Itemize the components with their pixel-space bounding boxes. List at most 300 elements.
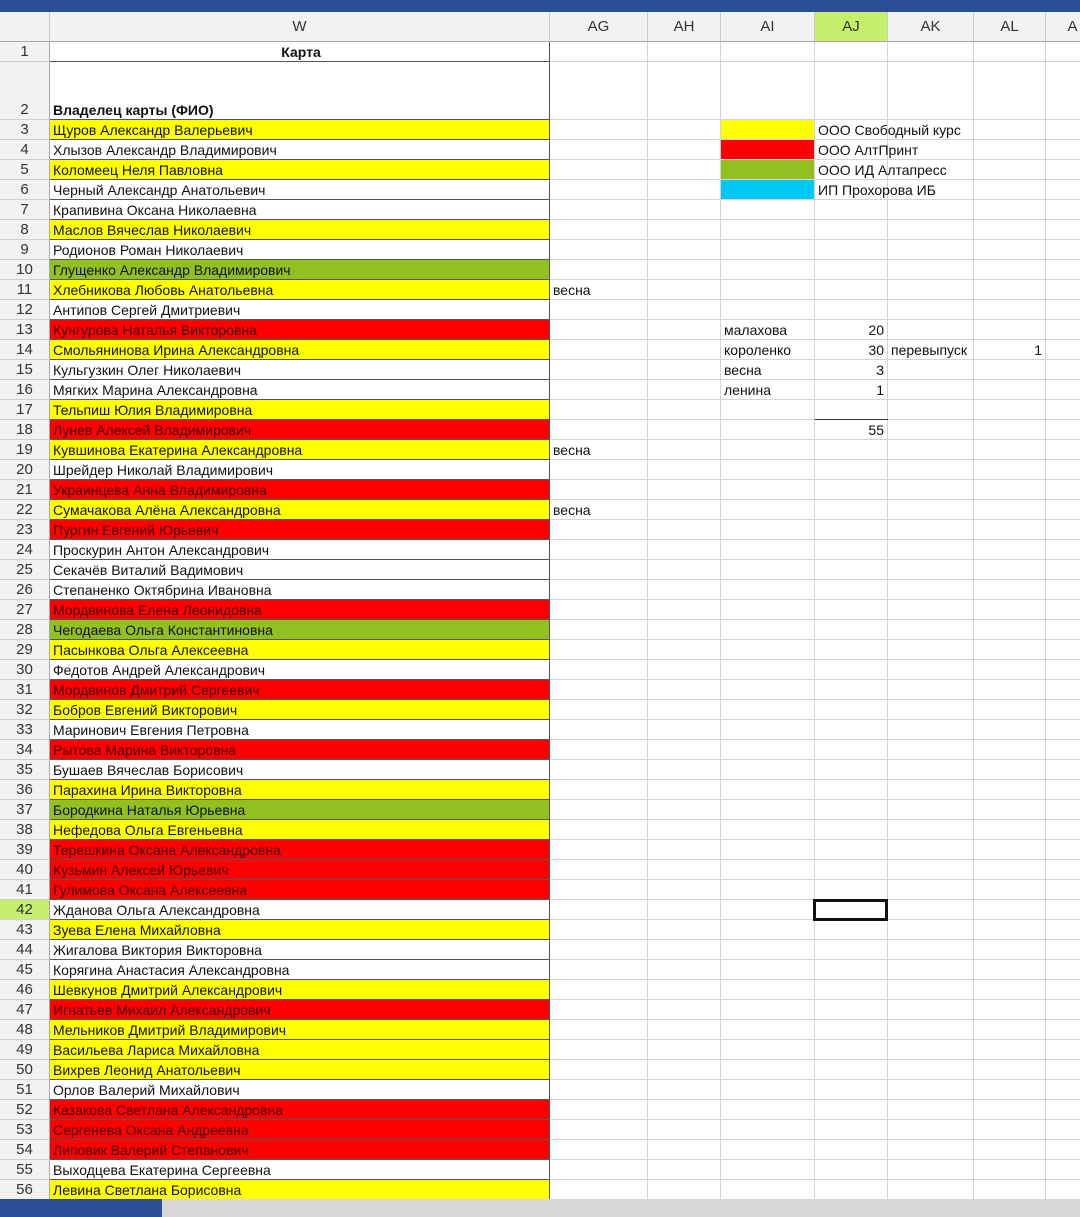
owner-name-cell[interactable]: Кульгузкин Олег Николаевич — [50, 360, 550, 380]
season-note-cell[interactable]: весна — [550, 280, 648, 300]
cell-ai-20[interactable] — [721, 460, 815, 480]
cell-ah-34[interactable] — [648, 740, 721, 760]
cell-ag-27[interactable] — [550, 600, 648, 620]
owner-name-cell[interactable]: Маслов Вячеслав Николаевич — [50, 220, 550, 240]
cell-ak-51[interactable] — [888, 1080, 974, 1100]
cell-ah-17[interactable] — [648, 400, 721, 420]
cell-am-45[interactable] — [1046, 960, 1080, 980]
cell-am-9[interactable] — [1046, 240, 1080, 260]
cell-ah-38[interactable] — [648, 820, 721, 840]
cell-aj-53[interactable] — [815, 1120, 888, 1140]
cell-ah-47[interactable] — [648, 1000, 721, 1020]
cell-ai-12[interactable] — [721, 300, 815, 320]
cell-ag-24[interactable] — [550, 540, 648, 560]
cell-ak-19[interactable] — [888, 440, 974, 460]
cell-am-50[interactable] — [1046, 1060, 1080, 1080]
cell-al-5[interactable] — [974, 160, 1046, 180]
cell-ag-32[interactable] — [550, 700, 648, 720]
count-value-cell[interactable]: 1 — [815, 380, 888, 400]
cell-al-38[interactable] — [974, 820, 1046, 840]
cell-ak-26[interactable] — [888, 580, 974, 600]
cell-ak-30[interactable] — [888, 660, 974, 680]
cell-ah-6[interactable] — [648, 180, 721, 200]
cell-ak-28[interactable] — [888, 620, 974, 640]
owner-name-cell[interactable]: Липовик Валерий Степанович — [50, 1140, 550, 1160]
cell-ah-25[interactable] — [648, 560, 721, 580]
cell-ag-37[interactable] — [550, 800, 648, 820]
owner-name-cell[interactable]: Мягких Марина Александровна — [50, 380, 550, 400]
row-header-10[interactable]: 10 — [0, 260, 50, 280]
cell-ah-11[interactable] — [648, 280, 721, 300]
cell-ak-35[interactable] — [888, 760, 974, 780]
cell-ag-49[interactable] — [550, 1040, 648, 1060]
cell-aj-50[interactable] — [815, 1060, 888, 1080]
cell-ah-14[interactable] — [648, 340, 721, 360]
cell-ag-23[interactable] — [550, 520, 648, 540]
cell-ag-25[interactable] — [550, 560, 648, 580]
cell-ag-35[interactable] — [550, 760, 648, 780]
row-header-38[interactable]: 38 — [0, 820, 50, 840]
cell-ai-1[interactable] — [721, 42, 815, 62]
cell-ai-19[interactable] — [721, 440, 815, 460]
owner-name-cell[interactable]: Смольянинова Ирина Александровна — [50, 340, 550, 360]
row-header-4[interactable]: 4 — [0, 140, 50, 160]
cell-aj-42[interactable] — [815, 900, 888, 920]
cell-ai-39[interactable] — [721, 840, 815, 860]
cell-ah-48[interactable] — [648, 1020, 721, 1040]
cell-ai-51[interactable] — [721, 1080, 815, 1100]
owner-name-cell[interactable]: Мордвинова Елена Леонидовна — [50, 600, 550, 620]
owner-name-cell[interactable]: Мордвинов Дмитрий Сергеевич — [50, 680, 550, 700]
cell-ag-5[interactable] — [550, 160, 648, 180]
count-value-cell[interactable]: 30 — [815, 340, 888, 360]
cell-am-6[interactable] — [1046, 180, 1080, 200]
count-label-cell[interactable]: короленко — [721, 340, 815, 360]
cell-ah-36[interactable] — [648, 780, 721, 800]
row-header-6[interactable]: 6 — [0, 180, 50, 200]
cell-ai-23[interactable] — [721, 520, 815, 540]
legend-label[interactable]: ООО Свободный курс — [815, 120, 974, 140]
row-header-47[interactable]: 47 — [0, 1000, 50, 1020]
row-header-44[interactable]: 44 — [0, 940, 50, 960]
cell-am-35[interactable] — [1046, 760, 1080, 780]
owner-name-cell[interactable]: Щуров Александр Валерьевич — [50, 120, 550, 140]
cell-am-53[interactable] — [1046, 1120, 1080, 1140]
cell-aj-1[interactable] — [815, 42, 888, 62]
column-header-am[interactable]: A — [1046, 12, 1080, 42]
owner-name-cell[interactable]: Хлебникова Любовь Анатольевна — [50, 280, 550, 300]
cell-am-20[interactable] — [1046, 460, 1080, 480]
cell-am-37[interactable] — [1046, 800, 1080, 820]
row-header-29[interactable]: 29 — [0, 640, 50, 660]
cell-am-54[interactable] — [1046, 1140, 1080, 1160]
cell-ah-55[interactable] — [648, 1160, 721, 1180]
cell-ai-10[interactable] — [721, 260, 815, 280]
cell-am-25[interactable] — [1046, 560, 1080, 580]
cell-al-30[interactable] — [974, 660, 1046, 680]
cell-ag-17[interactable] — [550, 400, 648, 420]
cell-ag-18[interactable] — [550, 420, 648, 440]
cell-aj-51[interactable] — [815, 1080, 888, 1100]
cell-ak-7[interactable] — [888, 200, 974, 220]
cell-ai-43[interactable] — [721, 920, 815, 940]
cell-am-3[interactable] — [1046, 120, 1080, 140]
cell-al-10[interactable] — [974, 260, 1046, 280]
cell-ag-12[interactable] — [550, 300, 648, 320]
row-header-32[interactable]: 32 — [0, 700, 50, 720]
cell-am-10[interactable] — [1046, 260, 1080, 280]
row-header-7[interactable]: 7 — [0, 200, 50, 220]
cell-am-7[interactable] — [1046, 200, 1080, 220]
cell-aj-48[interactable] — [815, 1020, 888, 1040]
row-header-40[interactable]: 40 — [0, 860, 50, 880]
owner-name-cell[interactable]: Федотов Андрей Александрович — [50, 660, 550, 680]
owner-name-cell[interactable]: Нефедова Ольга Евгеньевна — [50, 820, 550, 840]
row-header-3[interactable]: 3 — [0, 120, 50, 140]
owner-name-cell[interactable]: Родионов Роман Николаевич — [50, 240, 550, 260]
cell-ag-30[interactable] — [550, 660, 648, 680]
row-header-50[interactable]: 50 — [0, 1060, 50, 1080]
column-header-ag[interactable]: AG — [550, 12, 648, 42]
cell-ai-9[interactable] — [721, 240, 815, 260]
cell-ai-49[interactable] — [721, 1040, 815, 1060]
cell-ak-25[interactable] — [888, 560, 974, 580]
cell-aj-11[interactable] — [815, 280, 888, 300]
cell-aj-17[interactable] — [815, 400, 888, 420]
count-label-cell[interactable]: малахова — [721, 320, 815, 340]
cell-ak-46[interactable] — [888, 980, 974, 1000]
cell-am-33[interactable] — [1046, 720, 1080, 740]
cell-ag-9[interactable] — [550, 240, 648, 260]
owner-name-cell[interactable]: Антипов Сергей Дмитриевич — [50, 300, 550, 320]
legend-label[interactable]: ИП Прохорова ИБ — [815, 180, 974, 200]
cell-ak-17[interactable] — [888, 400, 974, 420]
cell-al-2[interactable] — [974, 62, 1046, 120]
cell-ai-18[interactable] — [721, 420, 815, 440]
cell-ag-2[interactable] — [550, 62, 648, 120]
owner-name-cell[interactable]: Жданова Ольга Александровна — [50, 900, 550, 920]
cell-am-52[interactable] — [1046, 1100, 1080, 1120]
cell-am-49[interactable] — [1046, 1040, 1080, 1060]
cell-am-27[interactable] — [1046, 600, 1080, 620]
cell-al-51[interactable] — [974, 1080, 1046, 1100]
cell-ah-54[interactable] — [648, 1140, 721, 1160]
owner-name-cell[interactable]: Игнатьев Михаил Александрович — [50, 1000, 550, 1020]
cell-ah-40[interactable] — [648, 860, 721, 880]
row-header-42[interactable]: 42 — [0, 900, 50, 920]
row-header-56[interactable]: 56 — [0, 1180, 50, 1200]
scrollbar-thumb[interactable] — [0, 1199, 162, 1217]
row-header-31[interactable]: 31 — [0, 680, 50, 700]
cell-aj-24[interactable] — [815, 540, 888, 560]
cell-am-55[interactable] — [1046, 1160, 1080, 1180]
cell-aj-23[interactable] — [815, 520, 888, 540]
row-header-14[interactable]: 14 — [0, 340, 50, 360]
cell-am-44[interactable] — [1046, 940, 1080, 960]
cell-al-44[interactable] — [974, 940, 1046, 960]
cell-ag-44[interactable] — [550, 940, 648, 960]
owner-name-cell[interactable]: Степаненко Октябрина Ивановна — [50, 580, 550, 600]
cell-ah-5[interactable] — [648, 160, 721, 180]
cell-ak-48[interactable] — [888, 1020, 974, 1040]
cell-ai-36[interactable] — [721, 780, 815, 800]
cell-aj-36[interactable] — [815, 780, 888, 800]
cell-ah-29[interactable] — [648, 640, 721, 660]
cell-ai-53[interactable] — [721, 1120, 815, 1140]
cell-ah-32[interactable] — [648, 700, 721, 720]
cell-ak-38[interactable] — [888, 820, 974, 840]
cell-ag-51[interactable] — [550, 1080, 648, 1100]
cell-al-53[interactable] — [974, 1120, 1046, 1140]
cell-am-14[interactable] — [1046, 340, 1080, 360]
cell-al-46[interactable] — [974, 980, 1046, 1000]
cell-am-40[interactable] — [1046, 860, 1080, 880]
cell-ak-50[interactable] — [888, 1060, 974, 1080]
cell-am-19[interactable] — [1046, 440, 1080, 460]
cell-al-8[interactable] — [974, 220, 1046, 240]
cell-am-32[interactable] — [1046, 700, 1080, 720]
cell-ak-34[interactable] — [888, 740, 974, 760]
cell-ah-7[interactable] — [648, 200, 721, 220]
cell-ag-50[interactable] — [550, 1060, 648, 1080]
cell-am-43[interactable] — [1046, 920, 1080, 940]
cell-ai-17[interactable] — [721, 400, 815, 420]
cell-ag-40[interactable] — [550, 860, 648, 880]
cell-ai-45[interactable] — [721, 960, 815, 980]
cell-al-50[interactable] — [974, 1060, 1046, 1080]
cell-al-54[interactable] — [974, 1140, 1046, 1160]
cell-al-41[interactable] — [974, 880, 1046, 900]
owner-header-cell[interactable]: Владелец карты (ФИО) — [50, 62, 550, 120]
cell-aj-44[interactable] — [815, 940, 888, 960]
row-header-51[interactable]: 51 — [0, 1080, 50, 1100]
cell-am-16[interactable] — [1046, 380, 1080, 400]
cell-al-34[interactable] — [974, 740, 1046, 760]
row-header-26[interactable]: 26 — [0, 580, 50, 600]
cell-ak-39[interactable] — [888, 840, 974, 860]
owner-name-cell[interactable]: Тельпиш Юлия Владимировна — [50, 400, 550, 420]
cell-am-41[interactable] — [1046, 880, 1080, 900]
cell-ag-16[interactable] — [550, 380, 648, 400]
row-header-52[interactable]: 52 — [0, 1100, 50, 1120]
owner-name-cell[interactable]: Корягина Анастасия Александровна — [50, 960, 550, 980]
row-header-43[interactable]: 43 — [0, 920, 50, 940]
cell-aj-56[interactable] — [815, 1180, 888, 1200]
cell-aj-37[interactable] — [815, 800, 888, 820]
cell-aj-38[interactable] — [815, 820, 888, 840]
cell-ak-45[interactable] — [888, 960, 974, 980]
cell-am-51[interactable] — [1046, 1080, 1080, 1100]
cell-al-9[interactable] — [974, 240, 1046, 260]
cell-al-19[interactable] — [974, 440, 1046, 460]
cell-ag-29[interactable] — [550, 640, 648, 660]
cell-ag-42[interactable] — [550, 900, 648, 920]
cell-al-27[interactable] — [974, 600, 1046, 620]
cell-al-35[interactable] — [974, 760, 1046, 780]
row-header-28[interactable]: 28 — [0, 620, 50, 640]
card-title-cell[interactable]: Карта — [50, 42, 550, 62]
cell-ai-28[interactable] — [721, 620, 815, 640]
total-value-cell[interactable]: 55 — [815, 420, 888, 440]
row-header-46[interactable]: 46 — [0, 980, 50, 1000]
cell-al-16[interactable] — [974, 380, 1046, 400]
cell-ag-46[interactable] — [550, 980, 648, 1000]
cell-ah-23[interactable] — [648, 520, 721, 540]
cell-ai-31[interactable] — [721, 680, 815, 700]
cell-ah-43[interactable] — [648, 920, 721, 940]
column-header-aj[interactable]: AJ — [815, 12, 888, 42]
row-header-18[interactable]: 18 — [0, 420, 50, 440]
cell-am-5[interactable] — [1046, 160, 1080, 180]
cell-aj-45[interactable] — [815, 960, 888, 980]
cell-al-15[interactable] — [974, 360, 1046, 380]
cell-ak-55[interactable] — [888, 1160, 974, 1180]
row-header-27[interactable]: 27 — [0, 600, 50, 620]
cell-ah-42[interactable] — [648, 900, 721, 920]
cell-ah-33[interactable] — [648, 720, 721, 740]
cell-ah-45[interactable] — [648, 960, 721, 980]
cell-aj-30[interactable] — [815, 660, 888, 680]
cell-ag-48[interactable] — [550, 1020, 648, 1040]
cell-ak-10[interactable] — [888, 260, 974, 280]
cell-ak-37[interactable] — [888, 800, 974, 820]
cell-al-1[interactable] — [974, 42, 1046, 62]
cell-aj-46[interactable] — [815, 980, 888, 1000]
row-header-33[interactable]: 33 — [0, 720, 50, 740]
cell-ah-13[interactable] — [648, 320, 721, 340]
cell-al-36[interactable] — [974, 780, 1046, 800]
owner-name-cell[interactable]: Пасынкова Ольга Алексеевна — [50, 640, 550, 660]
row-header-55[interactable]: 55 — [0, 1160, 50, 1180]
owner-name-cell[interactable]: Маринович Евгения Петровна — [50, 720, 550, 740]
cell-ai-32[interactable] — [721, 700, 815, 720]
cell-al-20[interactable] — [974, 460, 1046, 480]
cell-ag-21[interactable] — [550, 480, 648, 500]
cell-ak-27[interactable] — [888, 600, 974, 620]
row-header-20[interactable]: 20 — [0, 460, 50, 480]
cell-ai-38[interactable] — [721, 820, 815, 840]
cell-am-21[interactable] — [1046, 480, 1080, 500]
cell-al-37[interactable] — [974, 800, 1046, 820]
owner-name-cell[interactable]: Черный Александр Анатольевич — [50, 180, 550, 200]
cell-al-17[interactable] — [974, 400, 1046, 420]
owner-name-cell[interactable]: Бородкина Наталья Юрьевна — [50, 800, 550, 820]
cell-am-56[interactable] — [1046, 1180, 1080, 1200]
cell-al-23[interactable] — [974, 520, 1046, 540]
owner-name-cell[interactable]: Жигалова Виктория Викторовна — [50, 940, 550, 960]
cell-ag-14[interactable] — [550, 340, 648, 360]
cell-aj-8[interactable] — [815, 220, 888, 240]
cell-ak-41[interactable] — [888, 880, 974, 900]
cell-ak-32[interactable] — [888, 700, 974, 720]
cell-al-11[interactable] — [974, 280, 1046, 300]
row-header-41[interactable]: 41 — [0, 880, 50, 900]
cell-ag-8[interactable] — [550, 220, 648, 240]
cell-ak-56[interactable] — [888, 1180, 974, 1200]
cell-ag-20[interactable] — [550, 460, 648, 480]
cell-ag-1[interactable] — [550, 42, 648, 62]
column-header-ai[interactable]: AI — [721, 12, 815, 42]
owner-name-cell[interactable]: Выходцева Екатерина Сергеевна — [50, 1160, 550, 1180]
cell-ai-37[interactable] — [721, 800, 815, 820]
cell-al-56[interactable] — [974, 1180, 1046, 1200]
cell-ah-16[interactable] — [648, 380, 721, 400]
cell-ai-8[interactable] — [721, 220, 815, 240]
cell-ag-10[interactable] — [550, 260, 648, 280]
cell-ak-22[interactable] — [888, 500, 974, 520]
cell-aj-27[interactable] — [815, 600, 888, 620]
cell-ak-52[interactable] — [888, 1100, 974, 1120]
owner-name-cell[interactable]: Глущенко Александр Владимирович — [50, 260, 550, 280]
cell-aj-33[interactable] — [815, 720, 888, 740]
owner-name-cell[interactable]: Крапивина Оксана Николаевна — [50, 200, 550, 220]
row-header-22[interactable]: 22 — [0, 500, 50, 520]
cell-ak-43[interactable] — [888, 920, 974, 940]
count-value-cell[interactable]: 20 — [815, 320, 888, 340]
cell-ag-45[interactable] — [550, 960, 648, 980]
cell-am-2[interactable] — [1046, 62, 1080, 120]
cell-am-30[interactable] — [1046, 660, 1080, 680]
cell-aj-26[interactable] — [815, 580, 888, 600]
cell-am-13[interactable] — [1046, 320, 1080, 340]
cell-al-39[interactable] — [974, 840, 1046, 860]
owner-name-cell[interactable]: Шевкунов Дмитрий Александрович — [50, 980, 550, 1000]
cell-ak-2[interactable] — [888, 62, 974, 120]
owner-name-cell[interactable]: Бобров Евгений Викторович — [50, 700, 550, 720]
row-header-48[interactable]: 48 — [0, 1020, 50, 1040]
cell-ag-38[interactable] — [550, 820, 648, 840]
owner-name-cell[interactable]: Проскурин Антон Александрович — [50, 540, 550, 560]
row-header-36[interactable]: 36 — [0, 780, 50, 800]
row-header-1[interactable]: 1 — [0, 42, 50, 62]
cell-ah-24[interactable] — [648, 540, 721, 560]
owner-name-cell[interactable]: Зуева Елена Михайловна — [50, 920, 550, 940]
cell-al-26[interactable] — [974, 580, 1046, 600]
cell-ak-36[interactable] — [888, 780, 974, 800]
cell-ah-39[interactable] — [648, 840, 721, 860]
cell-ai-26[interactable] — [721, 580, 815, 600]
cell-al-32[interactable] — [974, 700, 1046, 720]
cell-aj-20[interactable] — [815, 460, 888, 480]
cell-ag-3[interactable] — [550, 120, 648, 140]
owner-name-cell[interactable]: Рытова Марина Викторовна — [50, 740, 550, 760]
cell-ag-43[interactable] — [550, 920, 648, 940]
cell-ai-35[interactable] — [721, 760, 815, 780]
cell-al-47[interactable] — [974, 1000, 1046, 1020]
cell-ah-3[interactable] — [648, 120, 721, 140]
cell-ag-41[interactable] — [550, 880, 648, 900]
select-all-corner[interactable] — [0, 12, 50, 42]
row-header-9[interactable]: 9 — [0, 240, 50, 260]
row-header-11[interactable]: 11 — [0, 280, 50, 300]
cell-aj-9[interactable] — [815, 240, 888, 260]
cell-am-1[interactable] — [1046, 42, 1080, 62]
cell-ah-12[interactable] — [648, 300, 721, 320]
column-header-ah[interactable]: AH — [648, 12, 721, 42]
row-header-24[interactable]: 24 — [0, 540, 50, 560]
cell-ag-54[interactable] — [550, 1140, 648, 1160]
cell-ag-36[interactable] — [550, 780, 648, 800]
owner-name-cell[interactable]: Орлов Валерий Михайлович — [50, 1080, 550, 1100]
cell-am-39[interactable] — [1046, 840, 1080, 860]
cell-am-23[interactable] — [1046, 520, 1080, 540]
cell-al-45[interactable] — [974, 960, 1046, 980]
reissue-value-cell[interactable]: 1 — [974, 340, 1046, 360]
owner-name-cell[interactable]: Левина Светлана Борисовна — [50, 1180, 550, 1200]
cell-al-31[interactable] — [974, 680, 1046, 700]
cell-ak-21[interactable] — [888, 480, 974, 500]
cell-ah-50[interactable] — [648, 1060, 721, 1080]
